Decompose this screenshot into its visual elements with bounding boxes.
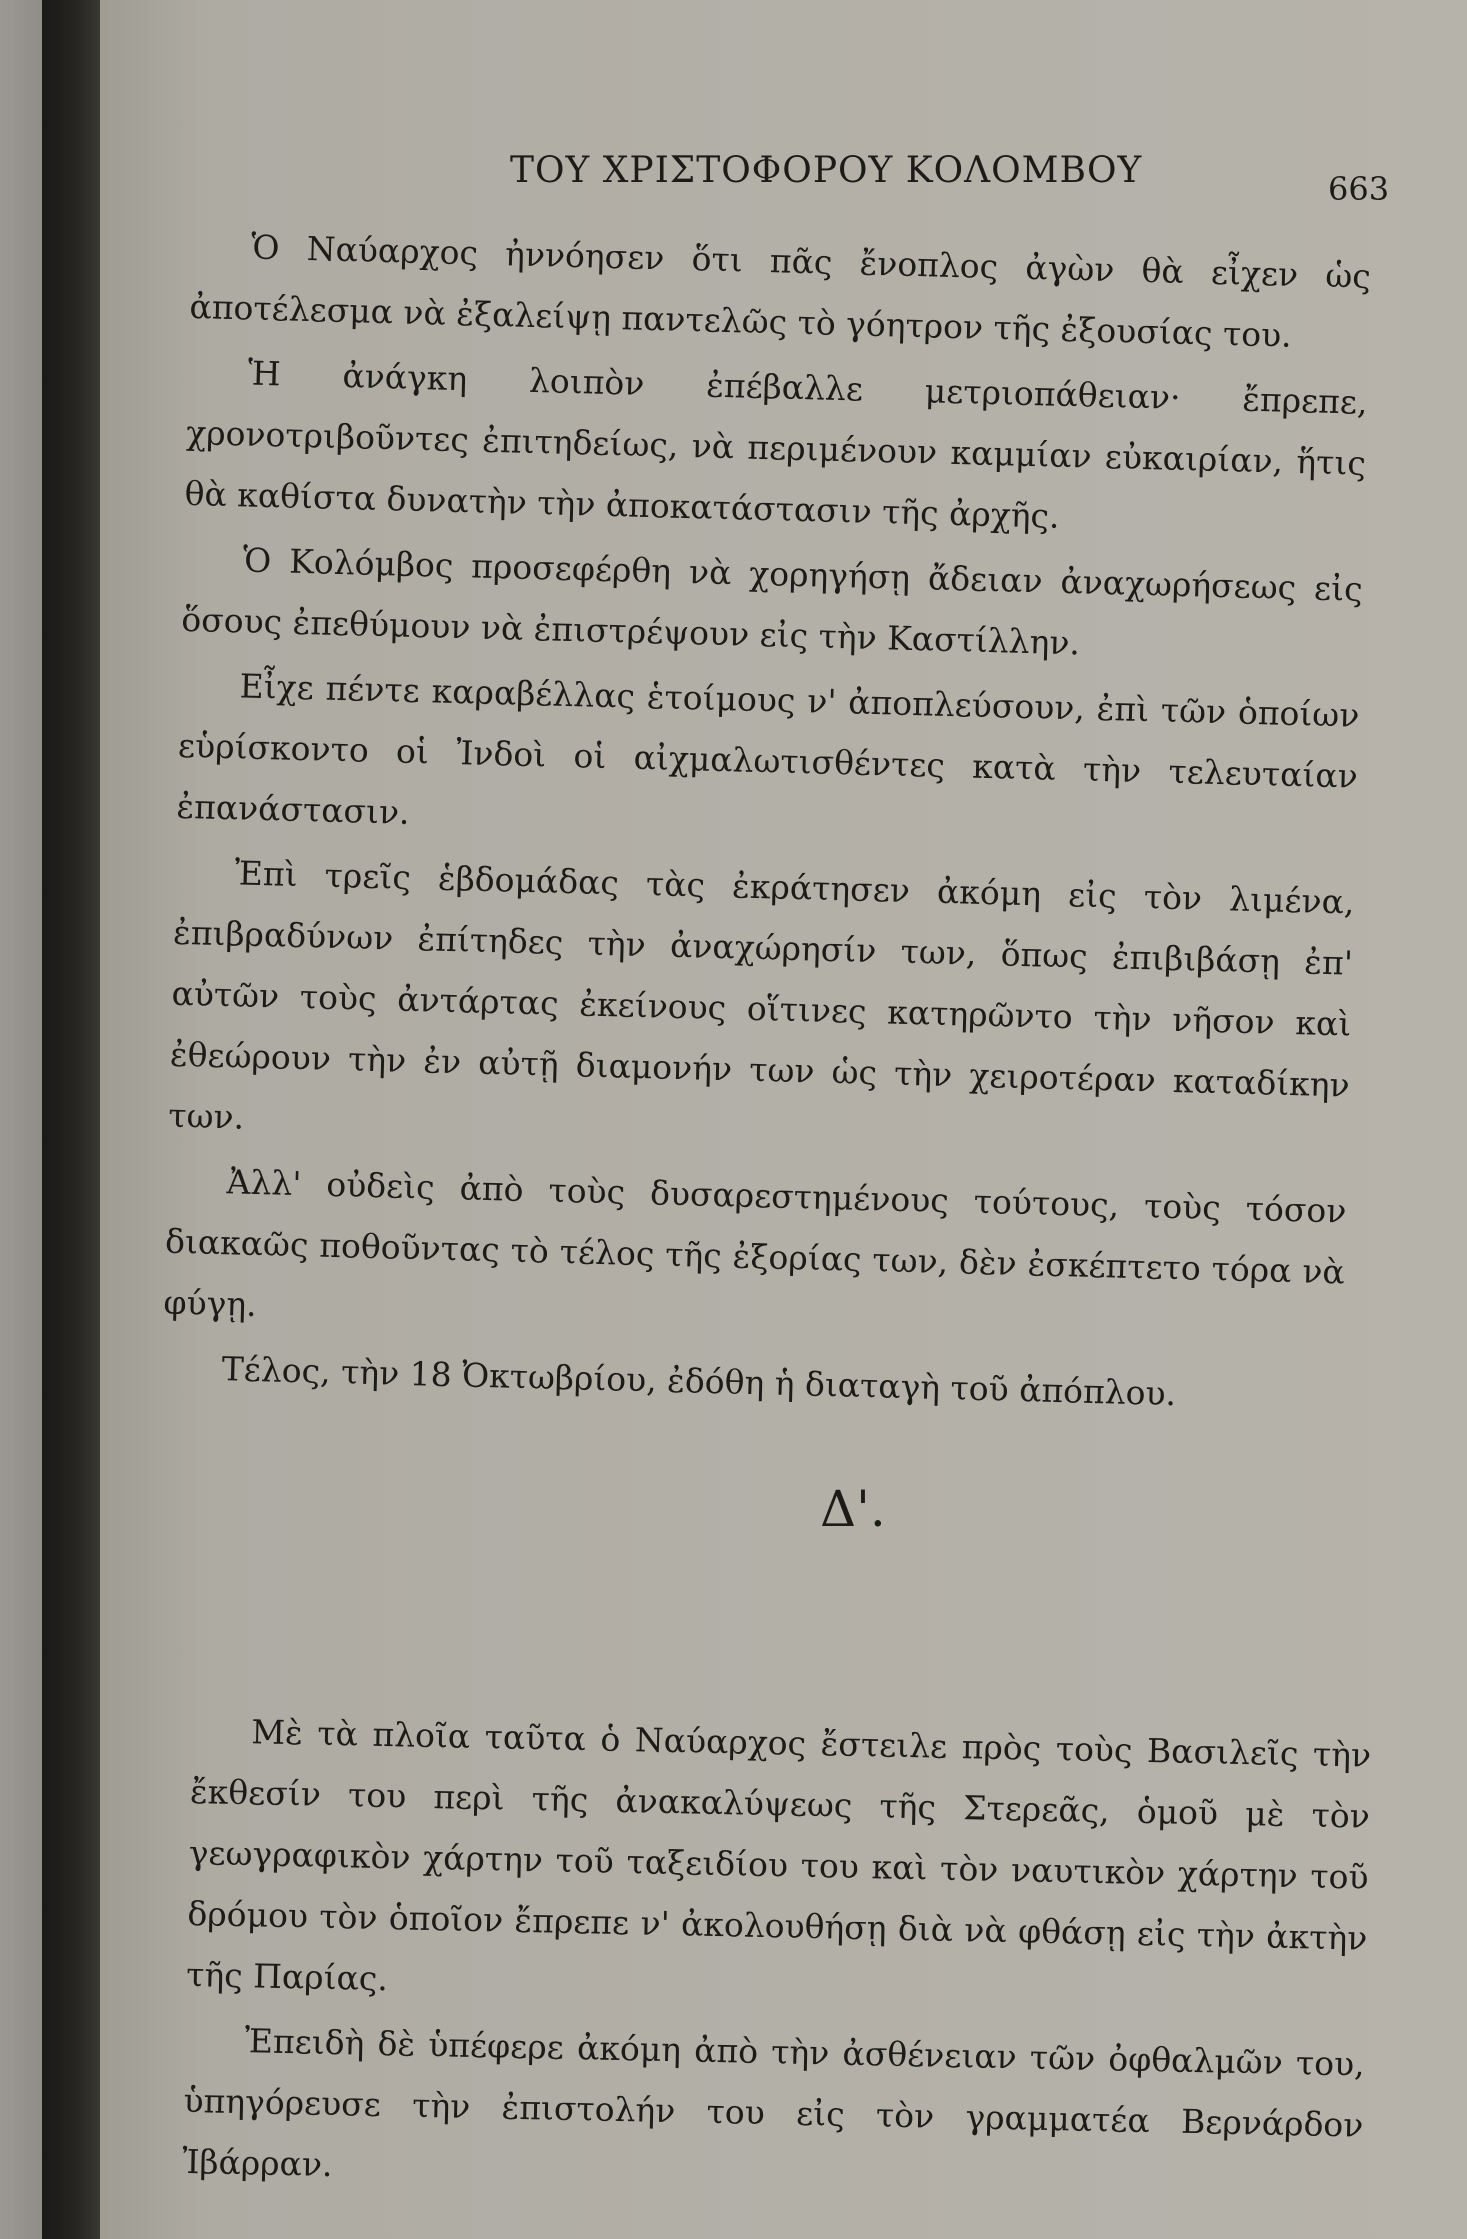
book-page <box>100 0 1467 2239</box>
body-text-section-2 <box>182 1700 1372 2221</box>
paragraph: Ὁ Κολόμβος προσεφέρθη νὰ χορηγήσῃ ἄδειαν ἀναχωρήσεως εἰς ὅσους ἐπεθύμουν νὰ ἐπιστρέψουν εἰς τὴν Καστίλλην. <box>180 540 1364 663</box>
running-title: ΤΟΥ ΧΡΙΣΤΟΦΟΡΟΥ ΚΟΛΟΜΒΟΥ <box>510 150 1143 191</box>
paragraph: Ἡ ἀνάγκη λοιπὸν ἐπέβαλλε μετριοπάθειαν· ἔπρεπε, χρονοτριβοῦντες ἐπιτηδείως, νὰ περιμένουν καμμίαν εὐκαιρίαν, ἥτις θὰ καθίστα δυνατὴν τὴν ἀποκατάστασιν τῆς ἀρχῆς. <box>184 353 1369 536</box>
book-edge <box>0 0 42 2239</box>
paragraph: Ἐπὶ τρεῖς ἑβδομάδας τὰς ἐκράτησεν ἀκόμη εἰς τὸν λιμένα, ἐπιβραδύνων ἐπίτηδες τὴν ἀναχώρησίν των, ὅπως ἐπιβιβάσῃ ἐπ' αὐτῶν τοὺς ἀντάρτας ἐκείνους οἵτινες κατηρῶντο τὴν νῆσον καὶ ἐθεώρουν τὴν ἐν αὐτῇ διαμονήν των ὡς τὴν χειροτέραν καταδίκην των. <box>167 853 1355 1137</box>
page-header <box>100 150 1467 210</box>
paragraph: Μὲ τὰ πλοῖα ταῦτα ὁ Ναύαρχος ἔστειλε πρὸς τοὺς Βασιλεῖς τὴν ἔκθεσίν του περὶ τῆς ἀνακαλύψεως τῆς Στερεᾶς, ὁμοῦ μὲ τὸν γεωγραφικὸν χάρτην τοῦ ταξειδίου του καὶ τὸν ναυτικὸν χάρτην τοῦ δρόμου τὸν ὁποῖον ἔπρεπε ν' ἀκολουθήσῃ διὰ νὰ φθάσῃ εἰς τὴν ἀκτὴν τῆς Παρίας. <box>185 1712 1372 1999</box>
section-heading: Δ'. <box>820 1480 886 1538</box>
book-spine-shadow <box>42 0 100 2239</box>
paragraph: Ἐπειδὴ δὲ ὑπέφερε ἀκόμη ἀπὸ τὴν ἀσθένειαν τῶν ὀφθαλμῶν του, ὑπηγόρευσε τὴν ἐπιστολήν του εἰς τὸν γραμματέα Βερνάρδον Ἰβάρραν. <box>181 2021 1366 2185</box>
paragraph: Ἀλλ' οὐδεὶς ἀπὸ τοὺς δυσαρεστημένους τούτους, τοὺς τόσον διακαῶς ποθοῦντας τὸ τέλος τῆς ἐξορίας των, δὲν ἐσκέπτετο τόρα νὰ φύγῃ. <box>163 1162 1347 1325</box>
paragraph: Ὁ Ναύαρχος ἠννόησεν ὅτι πᾶς ἔνοπλος ἀγὼν θὰ εἶχεν ὡς ἀποτέλεσμα νὰ ἐξαλείψῃ παντελῶς τὸ γόητρον τῆς ἐξουσίας του. <box>189 227 1372 355</box>
body-text-section-1 <box>161 215 1372 1432</box>
paragraph: Εἶχε πέντε καραβέλλας ἑτοίμους ν' ἀποπλεύσουν, ἐπὶ τῶν ὁποίων εὑρίσκοντο οἱ Ἰνδοὶ οἱ αἰχμαλωτισθέντες κατὰ τὴν τελευταίαν ἐπανάστασιν. <box>176 666 1360 832</box>
page-number: 663 <box>1328 170 1390 208</box>
paragraph: Τέλος, τὴν 18 Ὀκτωβρίου, ἐδόθη ἡ διαταγὴ τοῦ ἀπόπλου. <box>221 1349 1177 1414</box>
